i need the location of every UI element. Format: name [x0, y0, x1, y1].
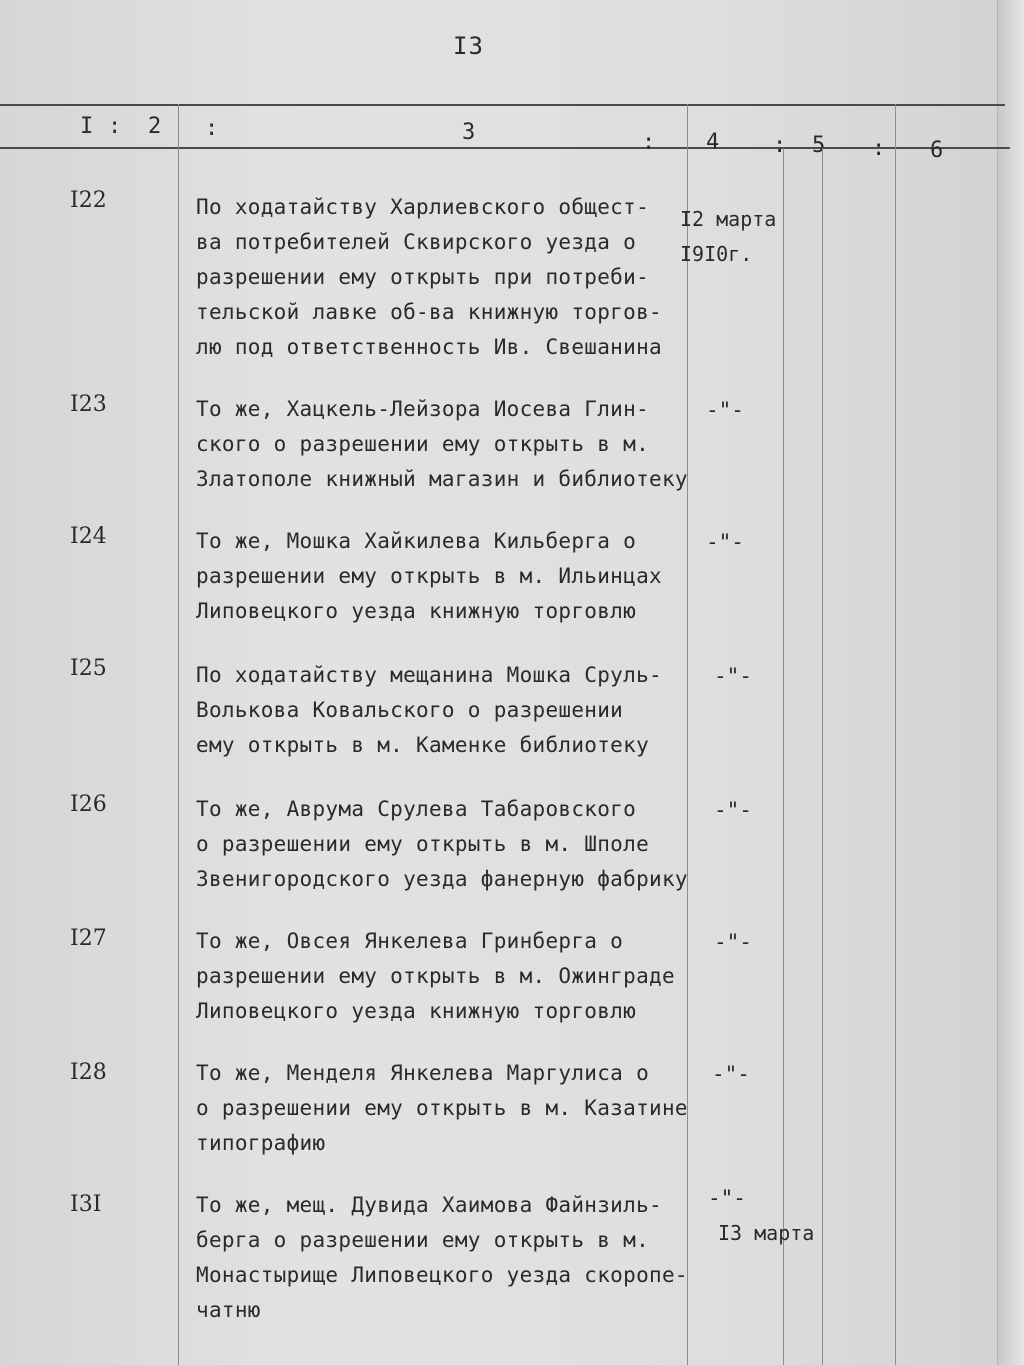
- text-line: берга о разрешении ему открыть в м.: [196, 1228, 650, 1252]
- column-rule: [783, 148, 784, 1365]
- entry-number: I28: [70, 1060, 107, 1085]
- column-separator: :: [773, 133, 787, 158]
- ditto-mark: -"-: [714, 798, 752, 822]
- column-header-3: 3: [462, 120, 476, 145]
- ditto-mark: -"-: [706, 398, 744, 422]
- ditto-mark: -"-: [714, 930, 752, 954]
- header-rule-top: [0, 104, 1005, 106]
- ditto-mark: -"-: [706, 530, 744, 554]
- column-rule: [687, 104, 688, 1365]
- text-line: Липовецкого уезда книжную торговлю: [196, 599, 637, 623]
- entry-number: I24: [70, 524, 107, 549]
- column-header-2: 2: [148, 114, 162, 139]
- ditto-mark: -"-: [712, 1062, 750, 1086]
- date-line: I3 марта: [718, 1221, 815, 1245]
- text-line: о разрешении ему открыть в м. Шполе: [196, 832, 650, 856]
- text-line: То же, Менделя Янкелева Маргулиса о: [196, 1061, 650, 1085]
- text-line: Звенигородского уезда фанерную фабрику: [196, 867, 688, 891]
- text-line: лю под ответственность Ив. Свешанина: [196, 335, 662, 359]
- page-number: I3: [453, 32, 484, 60]
- entry-number: I27: [70, 926, 107, 951]
- text-line: Липовецкого уезда книжную торговлю: [196, 999, 637, 1023]
- column-separator: :: [642, 130, 656, 155]
- entry-number: I23: [70, 392, 107, 417]
- entry-number: I3I: [70, 1192, 102, 1217]
- entry-description: [196, 1188, 688, 1328]
- text-line: То же, мещ. Дувида Хаимова Файнзиль-: [196, 1193, 662, 1217]
- text-line: То же, Аврума Срулева Табаровского: [196, 797, 637, 821]
- text-line: Златополе книжный магазин и библиотеку: [196, 467, 688, 491]
- entry-description: [196, 1056, 688, 1161]
- text-line: Монастырище Липовецкого уезда скоропе-: [196, 1263, 688, 1287]
- text-line: По ходатайству Харлиевского общест-: [196, 195, 650, 219]
- text-line: То же, Мошка Хайкилева Кильберга о: [196, 529, 637, 553]
- text-line: разрешении ему открыть в м. Ожинграде: [196, 964, 675, 988]
- date-line: I9I0г.: [680, 242, 753, 266]
- text-line: о разрешении ему открыть в м. Казатине: [196, 1096, 688, 1120]
- text-line: чатню: [196, 1298, 261, 1322]
- column-header-4: 4: [706, 130, 720, 155]
- date-line: I2 марта: [680, 207, 777, 231]
- ditto-mark: -"-: [708, 1186, 746, 1210]
- column-separator: :: [108, 114, 122, 139]
- entry-description: [196, 524, 662, 629]
- entry-date: [718, 1216, 814, 1251]
- text-line: ского о разрешении ему открыть в м.: [196, 432, 650, 456]
- text-line: разрешении ему открыть при потреби-: [196, 265, 650, 289]
- entry-description: [196, 190, 662, 365]
- column-header-5: 5: [812, 133, 826, 158]
- text-line: ва потребителей Сквирского уезда о: [196, 230, 637, 254]
- entry-number: I25: [70, 656, 107, 681]
- column-header-6: 6: [930, 138, 944, 163]
- column-rule: [822, 148, 823, 1365]
- column-separator: :: [872, 136, 886, 161]
- text-line: разрешении ему открыть в м. Ильинцах: [196, 564, 662, 588]
- text-line: То же, Овсея Янкелева Гринберга о: [196, 929, 624, 953]
- column-rule: [895, 104, 896, 1365]
- text-line: Волькова Ковальского о разрешении: [196, 698, 624, 722]
- entry-date: [680, 202, 776, 272]
- ditto-mark: -"-: [714, 664, 752, 688]
- entry-description: [196, 392, 688, 497]
- text-line: типографию: [196, 1131, 326, 1155]
- text-line: ему открыть в м. Каменке библиотеку: [196, 733, 650, 757]
- entry-number: I22: [70, 188, 107, 213]
- entry-description: [196, 658, 662, 763]
- column-rule: [178, 104, 179, 1365]
- column-separator: :: [205, 116, 219, 141]
- text-line: По ходатайству мещанина Мошка Сруль-: [196, 663, 662, 687]
- paper-edge: [997, 0, 1024, 1365]
- header-rule-bottom: [0, 147, 1010, 149]
- entry-description: [196, 792, 688, 897]
- text-line: То же, Хацкель-Лейзора Иосева Глин-: [196, 397, 650, 421]
- text-line: тельской лавке об-ва книжную торгов-: [196, 300, 662, 324]
- column-header-1: I: [80, 114, 94, 139]
- entry-number: I26: [70, 792, 107, 817]
- entry-description: [196, 924, 675, 1029]
